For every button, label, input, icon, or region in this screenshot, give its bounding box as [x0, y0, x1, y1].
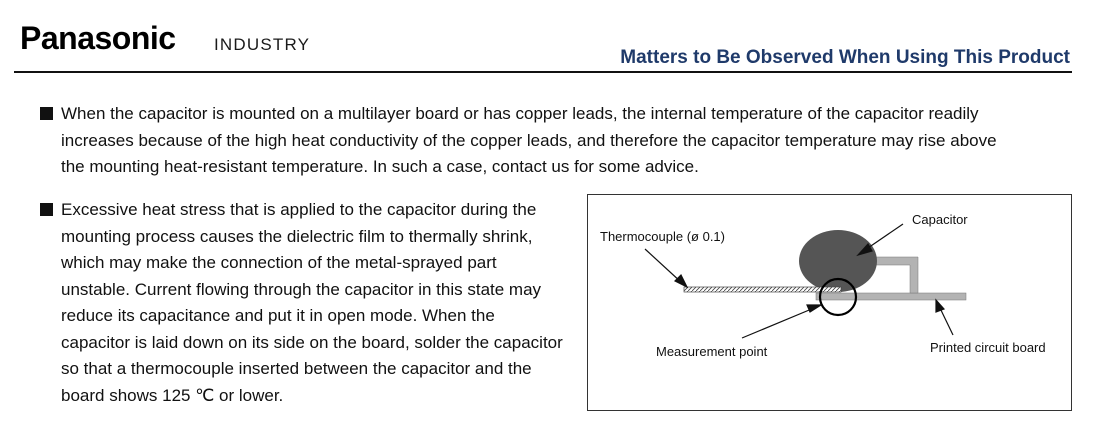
header-divider [14, 71, 1072, 73]
label-thermocouple: Thermocouple (ø 0.1) [600, 229, 725, 244]
brand-subtitle: INDUSTRY [214, 35, 311, 54]
capacitor-body [799, 230, 877, 292]
diagram-svg [588, 195, 1073, 412]
paragraph-text: Excessive heat stress that is applied to the capacitor during the mounting process causes the dielectric film to thermally shrink, which may make the connection of the metal-sprayed part unstable. Current flowing through the capacitor in this state may reduce its capacitance and put it in open mode. When the capacitor is laid down on its side on the board, solder the capacitor so that a thermocouple inserted between the capacitor and the board shows 125 ℃ or lower. [61, 200, 563, 405]
paragraph-text: When the capacitor is mounted on a multilayer board or has copper leads, the internal temperature of the capacitor readily increases because of the high heat conductivity of the copper leads, and therefore the capacitor temperature may rise above the mounting heat-resistant temperature. In such a case, contact us for some advice. [61, 104, 997, 176]
square-bullet-icon [40, 107, 53, 120]
capacitor-leader [865, 224, 903, 250]
paragraph-multilayer-board [40, 101, 1010, 181]
measurement-leader [742, 308, 814, 338]
label-pcb: Printed circuit board [930, 340, 1046, 355]
pcb-strip [816, 293, 966, 300]
measurement-arrow-icon [807, 305, 821, 312]
pcb-arrow-icon [936, 300, 944, 312]
square-bullet-icon [40, 203, 53, 216]
brand-logo: Panasonic [20, 20, 176, 56]
label-measurement-point: Measurement point [656, 344, 768, 359]
thermocouple-diagram [587, 194, 1072, 411]
thermocouple-wire [684, 287, 841, 292]
page-title: Matters to Be Observed When Using This Product [620, 47, 1070, 68]
paragraph-heat-stress [40, 197, 565, 409]
thermocouple-leader [645, 249, 682, 283]
label-capacitor: Capacitor [912, 212, 968, 227]
thermocouple-arrow-icon [675, 275, 687, 287]
